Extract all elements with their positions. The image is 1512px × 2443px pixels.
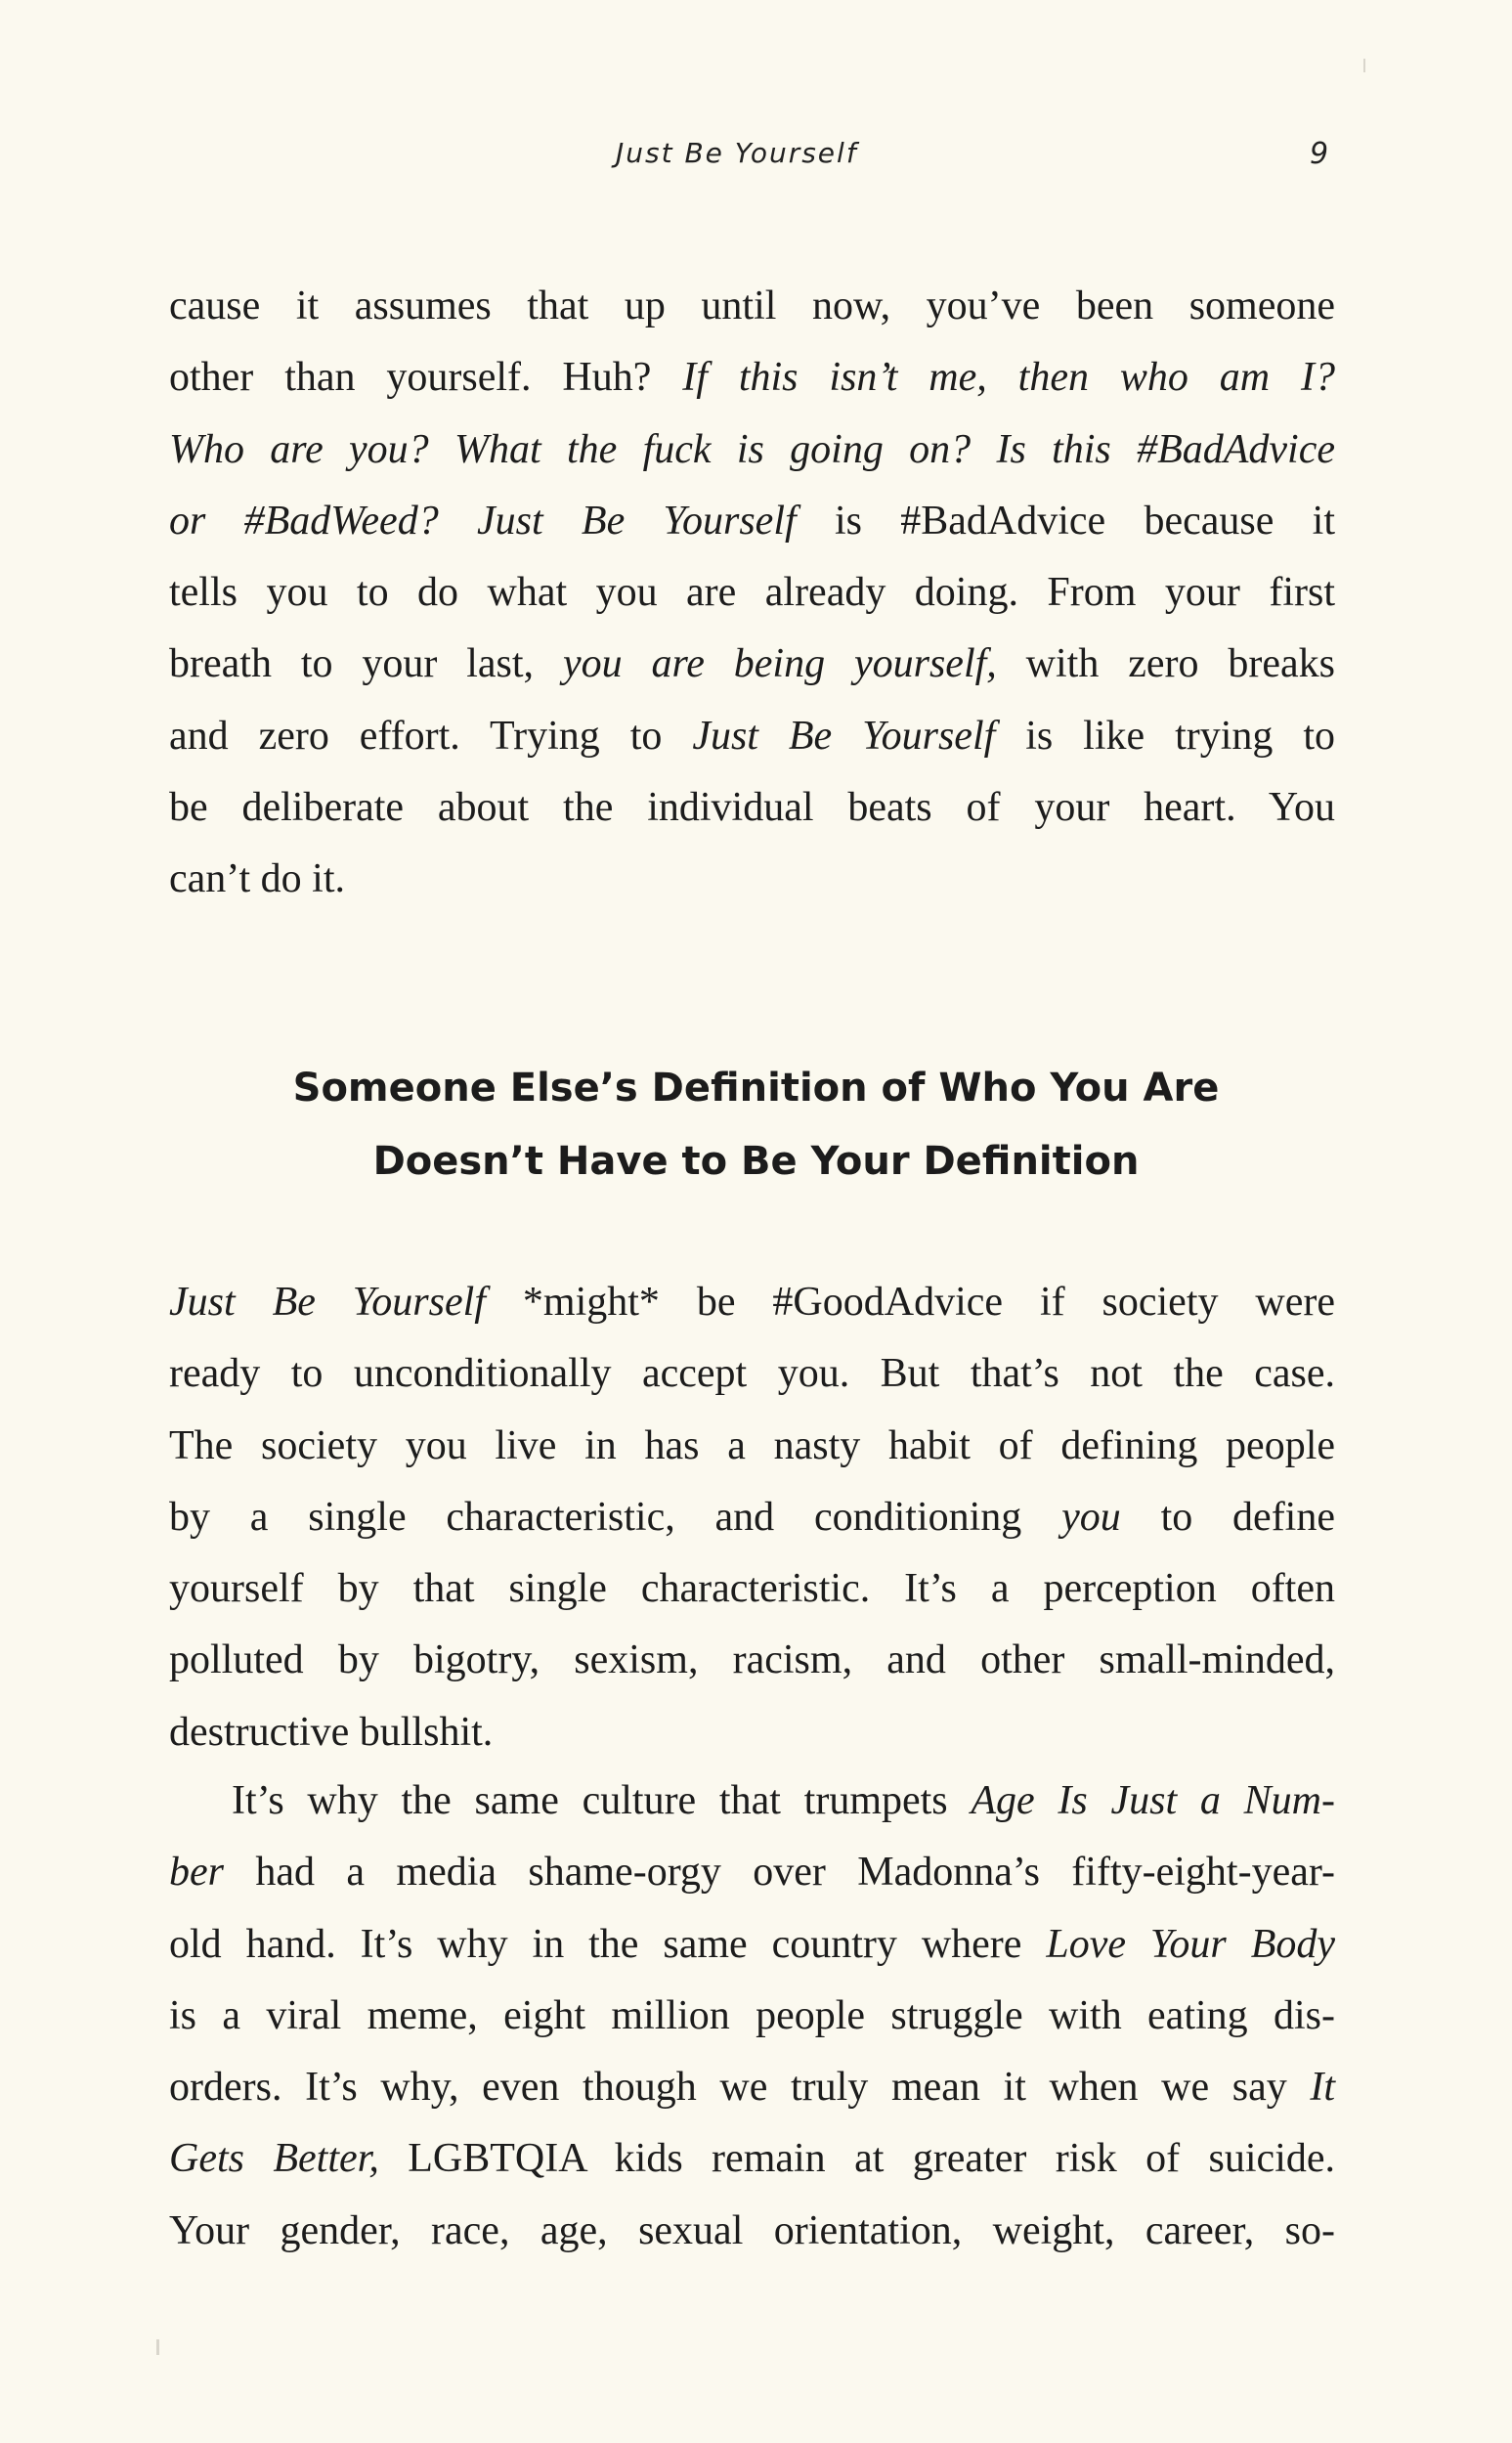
text-run: Your gender, race, age, sexual orientation, weight, career, so- [169,2207,1335,2253]
text-line [169,1625,1335,1696]
text-line [169,342,1335,414]
italic-text: you [1061,1494,1121,1540]
text-line [169,1553,1335,1625]
text-line [169,1338,1335,1410]
text-line [169,1482,1335,1553]
text-line [169,1766,1335,1837]
text-run: polluted by bigotry, sexism, racism, and other small-minded, [169,1637,1335,1683]
text-line [169,1267,1335,1338]
running-head-title: Just Be Yourself [616,137,858,169]
text-run: had a media shame-orgy over Madonna’s fifty-eight-year- [224,1850,1335,1896]
text-run: orders. It’s why, even though we truly mean it when we say [169,2065,1311,2111]
text-run: is a viral meme, eight million people struggle with eating dis- [169,1992,1335,2038]
text-line [169,1697,1335,1768]
text-run: other than yourself. Huh? [169,355,683,401]
text-run: The society you live in has a nasty habit of defining people [169,1422,1335,1468]
text-run: *might* be #GoodAdvice if society were [485,1280,1336,1325]
text-run: ready to unconditionally accept you. But that’s not the case. [169,1351,1335,1397]
text-run: is #BadAdvice because it [796,498,1335,544]
text-line [169,772,1335,844]
text-run: and zero effort. Trying to [169,713,693,759]
text-line [169,271,1335,342]
text-run: can’t do it. [169,856,346,902]
text-run: LGBTQIA kids remain at greater risk of suicide. [378,2136,1336,2182]
text-run: by a single characteristic, and conditioning [169,1494,1062,1540]
running-head [0,137,1512,176]
section-heading-line-1: Someone Else’s Definition of Who You Are [292,1066,1220,1111]
text-line [169,2052,1335,2123]
italic-text: If this isn’t me, then who am I? [682,355,1335,401]
text-line [169,1411,1335,1482]
italic-text: It [1310,2065,1335,2111]
text-run: with zero breaks [996,641,1335,687]
text-run: breath to your last, [169,641,563,687]
text-run: destructive bullshit. [169,1709,494,1755]
italic-text: Who are you? What the fuck is going on? Is this #BadAdvice [169,426,1335,472]
text-line [169,1981,1335,2052]
text-line [169,701,1335,772]
italic-text: Love Your Body [1046,1921,1336,1967]
scan-speck-bottom [156,2339,159,2355]
text-line [169,1909,1335,1981]
text-run: cause it assumes that up until now, you’ve been someone [169,284,1335,328]
text-run: yourself by that single characteristic. It’s a perception often [169,1566,1335,1612]
italic-text: you are being yourself, [562,641,997,687]
text-run: tells you to do what you are already doing. From your first [169,570,1335,616]
text-line [169,557,1335,629]
page-number: 9 [1310,137,1329,171]
text-line [169,844,1335,915]
text-line [169,1837,1335,1908]
text-run: to define [1120,1494,1335,1540]
paragraph-3 [169,1766,1335,2267]
italic-text: ber [169,1850,224,1896]
paragraph-1 [169,271,1335,916]
italic-text: or #BadWeed? Just Be Yourself [169,498,797,544]
text-line [169,486,1335,557]
section-heading-line-2: Doesn’t Have to Be Your Definition [372,1139,1140,1184]
paragraph-2 [169,1267,1335,1768]
italic-text: Gets Better, [169,2136,379,2182]
italic-text: Just Be Yourself [169,1280,486,1325]
scan-speck-top [1363,59,1365,72]
text-run: be deliberate about the individual beats of your heart. You [169,785,1335,831]
text-run: old hand. It’s why in the same country where [169,1921,1047,1967]
text-line [169,2123,1335,2195]
text-run: It’s why the same culture that trumpets [232,1778,972,1823]
italic-text: Age Is Just a Num- [971,1778,1335,1823]
section-heading [0,1052,1512,1199]
text-line [169,629,1335,700]
text-line [169,414,1335,486]
text-run: is like trying to [995,713,1335,759]
italic-text: Just Be Yourself [692,713,996,759]
text-line [169,2196,1335,2267]
